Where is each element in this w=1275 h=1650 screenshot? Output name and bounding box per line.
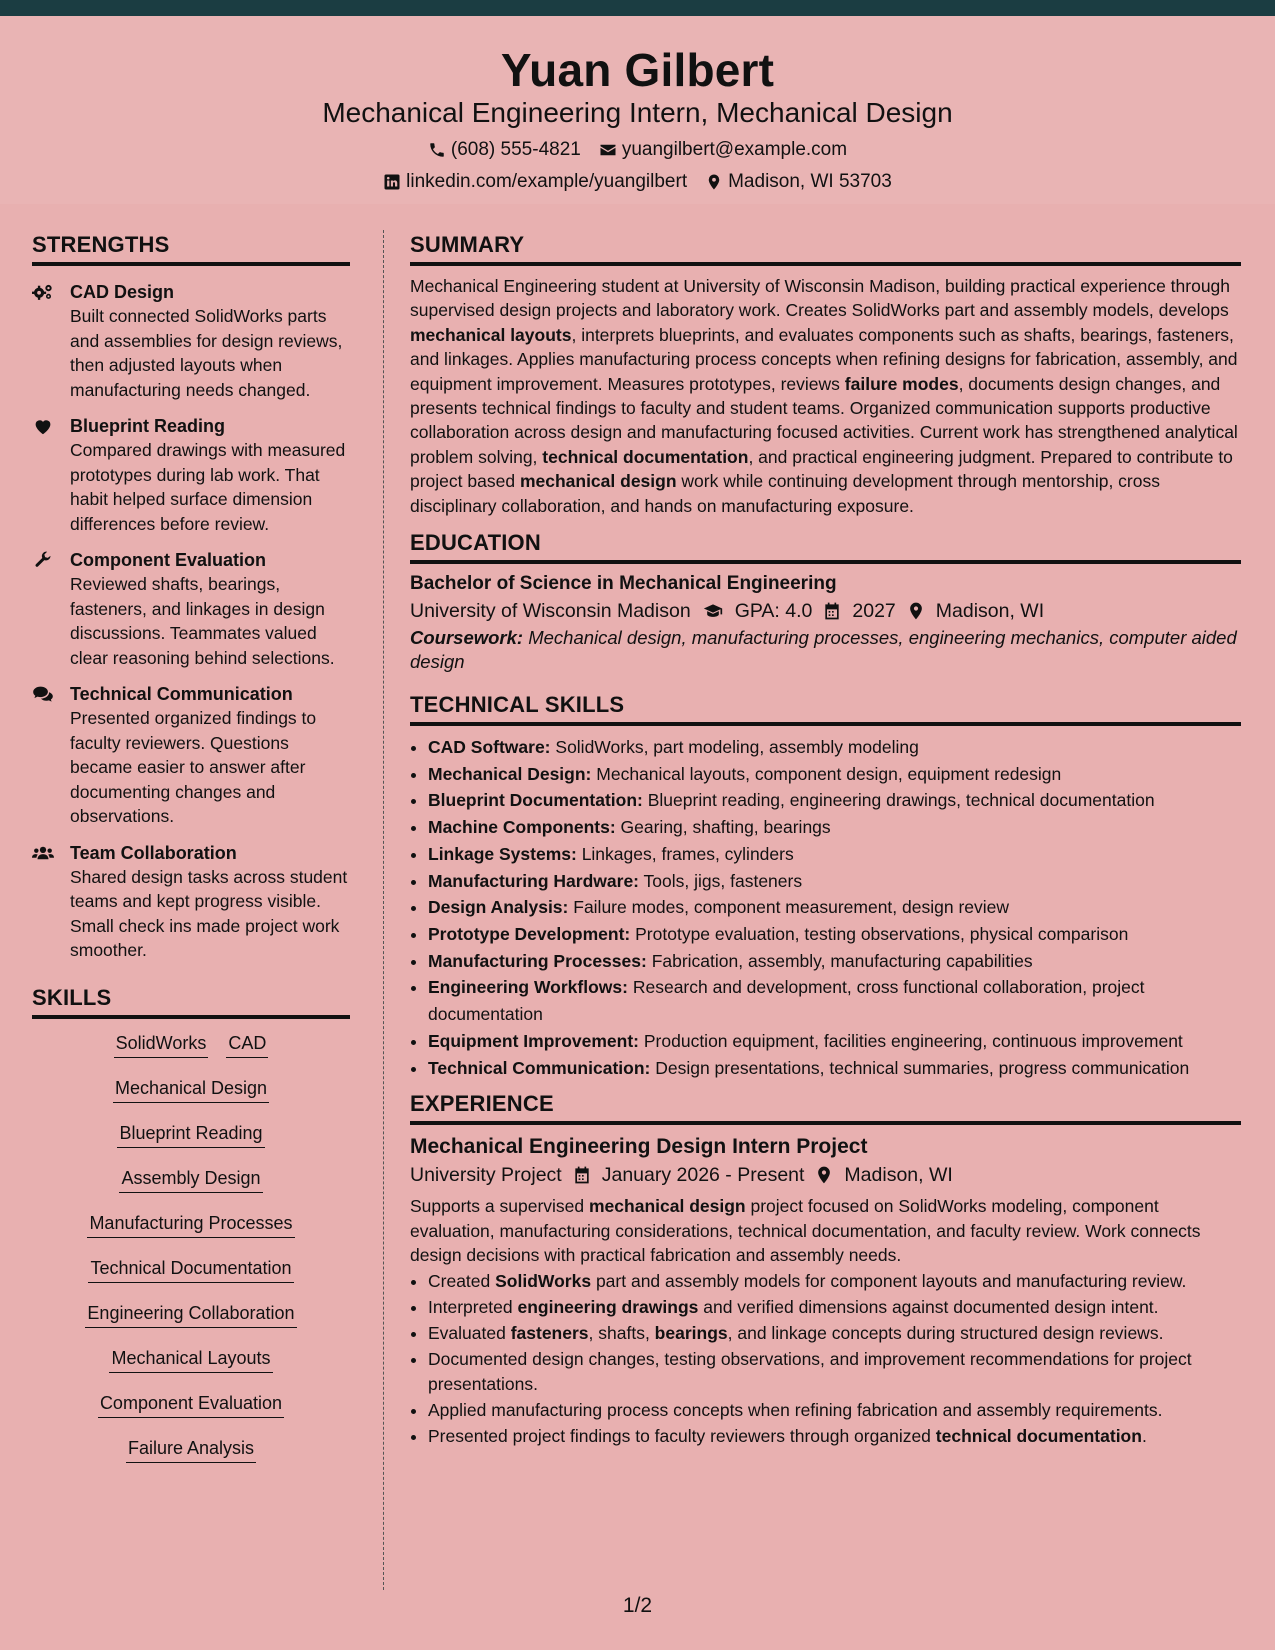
- map-pin-icon: [906, 601, 926, 621]
- strength-description: Built connected SolidWorks parts and assemblies for design reviews, then adjusted layouts when manufacturing needs changed.: [70, 306, 343, 400]
- text-segment: Presented project findings to faculty reviewers through organized: [428, 1425, 936, 1446]
- bold-text: engineering drawings: [517, 1297, 699, 1318]
- skill-row: [32, 1031, 350, 1076]
- gears-icon: [32, 280, 70, 402]
- strength-body: [70, 841, 350, 963]
- experience-location: Madison, WI: [844, 1164, 953, 1187]
- strength-description: Shared design tasks across student teams and kept progress visible. Small check ins made project work smoother.: [70, 866, 348, 960]
- linkedin[interactable]: [383, 170, 687, 194]
- summary-heading: SUMMARY: [410, 232, 1241, 266]
- skill-tag: Failure Analysis: [126, 1436, 256, 1463]
- experience-bullet: [428, 1269, 1241, 1293]
- experience-bullet: [428, 1295, 1241, 1319]
- experience-org: University Project: [410, 1164, 562, 1187]
- skill-tag: Engineering Collaboration: [85, 1301, 296, 1328]
- technical-skill-label: CAD Software:: [428, 737, 551, 758]
- text-segment: Documented design changes, testing observations, and improvement recommendations for project presentations.: [428, 1349, 1192, 1394]
- school: University of Wisconsin Madison: [410, 600, 691, 623]
- technical-skill-label: Equipment Improvement:: [428, 1030, 639, 1051]
- summary-text: [410, 274, 1241, 518]
- technical-skill-value: Blueprint reading, engineering drawings, technical documentation: [647, 790, 1155, 811]
- technical-skill-label: Manufacturing Processes:: [428, 950, 647, 971]
- skill-tag: Blueprint Reading: [117, 1121, 264, 1148]
- technical-skill-value: Design presentations, technical summaries, progress communication: [655, 1057, 1190, 1078]
- location: [705, 170, 892, 194]
- strength-title: Component Evaluation: [70, 550, 267, 570]
- experience-dates: January 2026 - Present: [601, 1164, 805, 1187]
- strength-body: [70, 414, 350, 536]
- skill-row: [32, 1436, 350, 1481]
- skill-row: [32, 1121, 350, 1166]
- location-text: Madison, WI 53703: [728, 171, 892, 192]
- heart-icon: [32, 417, 54, 435]
- technical-skill-item: [428, 868, 1241, 895]
- strength-body: [70, 548, 350, 670]
- map-pin-icon: [705, 173, 723, 191]
- text-segment: Mechanical Engineering student at University of Wisconsin Madison, building practical experience through supervised design projects and laboratory work. Creates SolidWorks part and assembly models, develops: [410, 276, 1231, 321]
- strength-item: [32, 841, 350, 963]
- education-location: Madison, WI: [935, 600, 1045, 623]
- skill-row: [32, 1391, 350, 1436]
- skill-tag: Mechanical Layouts: [109, 1346, 272, 1373]
- experience-bullets: [410, 1269, 1241, 1448]
- skill-tag: Manufacturing Processes: [87, 1211, 294, 1238]
- bold-text: failure modes: [844, 373, 959, 394]
- text-segment: , and practical engineering judgment. Prepared to contribute to project based: [410, 446, 1233, 492]
- technical-skill-item: [428, 1028, 1241, 1055]
- email[interactable]: [599, 138, 847, 162]
- text-segment: , documents design changes, and presents technical findings to faculty and student teams. Organized communication supports productive collaboration across design and manufacturing focused activities. Current work has strengthened analytical problem solving,: [410, 373, 1238, 467]
- technical-skill-label: Machine Components:: [428, 817, 616, 838]
- skill-row: [32, 1211, 350, 1256]
- wrench-icon: [32, 551, 54, 569]
- coursework-text: Mechanical design, manufacturing processes, engineering mechanics, computer aided design: [410, 627, 1237, 673]
- experience-description: [410, 1194, 1241, 1267]
- envelope-icon: [599, 141, 617, 159]
- technical-skill-label: Mechanical Design:: [428, 763, 592, 784]
- technical-skill-value: Research and development, cross functional collaboration, project documentation: [428, 977, 1145, 1025]
- email-text[interactable]: yuangilbert@example.com: [621, 139, 848, 160]
- text-segment: , shafts,: [588, 1323, 655, 1344]
- main: [0, 204, 1275, 1594]
- strength-title: Technical Communication: [70, 684, 293, 704]
- strength-title: CAD Design: [70, 282, 175, 302]
- graduation-year: 2027: [852, 600, 896, 623]
- skill-row: [32, 1346, 350, 1391]
- skill-tag: Component Evaluation: [98, 1391, 284, 1418]
- technical-skill-item: [428, 787, 1241, 814]
- coursework: [410, 626, 1241, 674]
- text-segment: .: [1141, 1425, 1147, 1446]
- skill-tag: Mechanical Design: [113, 1076, 269, 1103]
- header: [0, 16, 1275, 204]
- technical-skill-value: Fabrication, assembly, manufacturing capabilities: [651, 950, 1033, 971]
- bold-text: mechanical design: [589, 1196, 746, 1217]
- technical-skill-label: Prototype Development:: [428, 923, 631, 944]
- bold-text: technical documentation: [935, 1425, 1142, 1446]
- calendar-icon: [572, 1165, 592, 1185]
- experience-heading: EXPERIENCE: [410, 1091, 1241, 1125]
- graduation-cap-icon: [701, 601, 725, 621]
- technical-skill-value: Mechanical layouts, component design, equipment redesign: [596, 763, 1062, 784]
- strength-item: [32, 548, 350, 670]
- heart-icon: [32, 414, 70, 536]
- left-column: [32, 232, 350, 1481]
- technical-skill-item: [428, 841, 1241, 868]
- bold-text: fasteners: [510, 1323, 589, 1344]
- experience-bullet: [428, 1347, 1241, 1396]
- technical-skill-item: [428, 1055, 1241, 1082]
- text-segment: Created: [428, 1271, 496, 1292]
- technical-skills-list: [410, 734, 1241, 1081]
- text-segment: , interprets blueprints, and evaluates components such as shafts, bearings, fasteners, and linkages. Applies manufacturing process concepts when refining designs for fabrication, assembly, and equipment improvement. Measures prototypes, reviews: [410, 324, 1238, 394]
- candidate-name: Yuan Gilbert: [500, 44, 775, 96]
- technical-skill-value: Linkages, frames, cylinders: [581, 843, 794, 864]
- bold-text: SolidWorks: [495, 1271, 592, 1292]
- technical-skill-label: Engineering Workflows:: [428, 977, 628, 998]
- strength-description: Compared drawings with measured prototypes during lab work. That habit helped surface dimension differences before review.: [70, 440, 346, 534]
- technical-skill-label: Design Analysis:: [428, 897, 569, 918]
- strength-item: [32, 280, 350, 402]
- linkedin-icon: [383, 173, 401, 191]
- degree: Bachelor of Science in Mechanical Engineering: [410, 573, 837, 595]
- technical-skill-value: Production equipment, facilities engineering, continuous improvement: [643, 1030, 1183, 1051]
- job-title: Mechanical Engineering Intern, Mechanical Design: [322, 97, 953, 128]
- technical-skill-value: SolidWorks, part modeling, assembly modeling: [555, 737, 919, 758]
- bold-text: bearings: [654, 1323, 728, 1344]
- linkedin-text[interactable]: linkedin.com/example/yuangilbert: [406, 171, 688, 192]
- text-segment: project focused on SolidWorks modeling, component evaluation, manufacturing considerations, technical documentation, and faculty review. Work connects design decisions with practical fabrication and assembly needs.: [410, 1196, 1201, 1266]
- strength-title: Blueprint Reading: [70, 416, 226, 436]
- bold-text: mechanical layouts: [410, 324, 572, 345]
- text-segment: Evaluated: [428, 1323, 511, 1344]
- skill-tag: SolidWorks: [114, 1031, 209, 1058]
- skills-list: [32, 1031, 350, 1481]
- experience-bullet: [428, 1398, 1241, 1422]
- strength-description: Reviewed shafts, bearings, fasteners, and linkages in design discussions. Teammates valued clear reasoning behind selections.: [70, 574, 335, 668]
- contact-row-2: [0, 170, 1275, 194]
- strength-item: [32, 414, 350, 536]
- map-pin-icon: [814, 1165, 834, 1185]
- phone: [428, 138, 581, 162]
- experience-title: Mechanical Engineering Design Intern Project: [410, 1135, 868, 1159]
- technical-skill-value: Gearing, shafting, bearings: [620, 817, 831, 838]
- gpa: GPA: 4.0: [734, 600, 813, 623]
- text-segment: Interpreted: [428, 1297, 518, 1318]
- education-meta: [410, 596, 1241, 626]
- strength-body: [70, 682, 350, 829]
- wrench-icon: [32, 548, 70, 670]
- education-heading: EDUCATION: [410, 530, 1241, 564]
- top-bar: [0, 0, 1275, 16]
- technical-skill-item: [428, 948, 1241, 975]
- technical-skill-value: Prototype evaluation, testing observations, physical comparison: [635, 923, 1129, 944]
- strengths-heading: STRENGTHS: [32, 232, 350, 266]
- technical-skill-label: Manufacturing Hardware:: [428, 870, 639, 891]
- experience-bullet: [428, 1424, 1241, 1448]
- technical-skill-label: Technical Communication:: [428, 1057, 651, 1078]
- column-divider: [383, 230, 384, 1590]
- users-icon: [32, 841, 70, 963]
- text-segment: Supports a supervised: [410, 1196, 589, 1217]
- technical-skill-item: [428, 921, 1241, 948]
- gears-icon: [32, 283, 54, 301]
- skill-tag: CAD: [226, 1031, 268, 1058]
- phone-text: (608) 555-4821: [450, 139, 581, 160]
- bold-text: technical documentation: [542, 446, 749, 467]
- technical-skills-heading: TECHNICAL SKILLS: [410, 692, 1241, 726]
- technical-skill-item: [428, 814, 1241, 841]
- technical-skill-item: [428, 734, 1241, 761]
- skill-row: [32, 1076, 350, 1121]
- text-segment: and verified dimensions against documented design intent.: [698, 1297, 1159, 1318]
- technical-skill-label: Blueprint Documentation:: [428, 790, 643, 811]
- contact-row-1: [0, 138, 1275, 162]
- comments-icon: [32, 682, 70, 829]
- strength-title: Team Collaboration: [70, 842, 237, 863]
- technical-skill-item: [428, 761, 1241, 788]
- coursework-label: Coursework:: [410, 627, 524, 649]
- experience-meta: [410, 1160, 1241, 1190]
- strength-item: [32, 682, 350, 829]
- text-segment: part and assembly models for component layouts and manufacturing review.: [591, 1271, 1187, 1292]
- technical-skill-label: Linkage Systems:: [428, 843, 577, 864]
- page-number: 1/2: [622, 1594, 653, 1617]
- skill-row: [32, 1166, 350, 1211]
- comments-icon: [32, 685, 54, 703]
- skill-tag: Assembly Design: [119, 1166, 262, 1193]
- text-segment: work while continuing development through mentorship, cross disciplinary collaboration, and hands on manufacturing exposure.: [410, 471, 1160, 516]
- strength-description: Presented organized findings to faculty reviewers. Questions became easier to answer after documenting changes and observations.: [70, 708, 317, 826]
- skill-row: [32, 1301, 350, 1346]
- technical-skill-value: Failure modes, component measurement, design review: [573, 897, 1010, 918]
- bold-text: mechanical design: [519, 471, 677, 492]
- right-column: [410, 232, 1241, 1450]
- skills-heading: SKILLS: [32, 985, 350, 1019]
- strengths-list: [32, 280, 350, 963]
- technical-skill-value: Tools, jigs, fasteners: [643, 870, 803, 891]
- text-segment: , and linkage concepts during structured design reviews.: [727, 1323, 1164, 1344]
- phone-icon: [428, 141, 446, 159]
- technical-skill-item: [428, 894, 1241, 921]
- text-segment: Applied manufacturing process concepts when refining fabrication and assembly requirements.: [428, 1399, 1163, 1420]
- skill-row: [32, 1256, 350, 1301]
- skill-tag: Technical Documentation: [88, 1256, 293, 1283]
- calendar-icon: [822, 601, 842, 621]
- technical-skill-item: [428, 974, 1241, 1027]
- users-icon: [32, 844, 54, 862]
- experience-bullet: [428, 1321, 1241, 1345]
- strength-body: [70, 280, 350, 402]
